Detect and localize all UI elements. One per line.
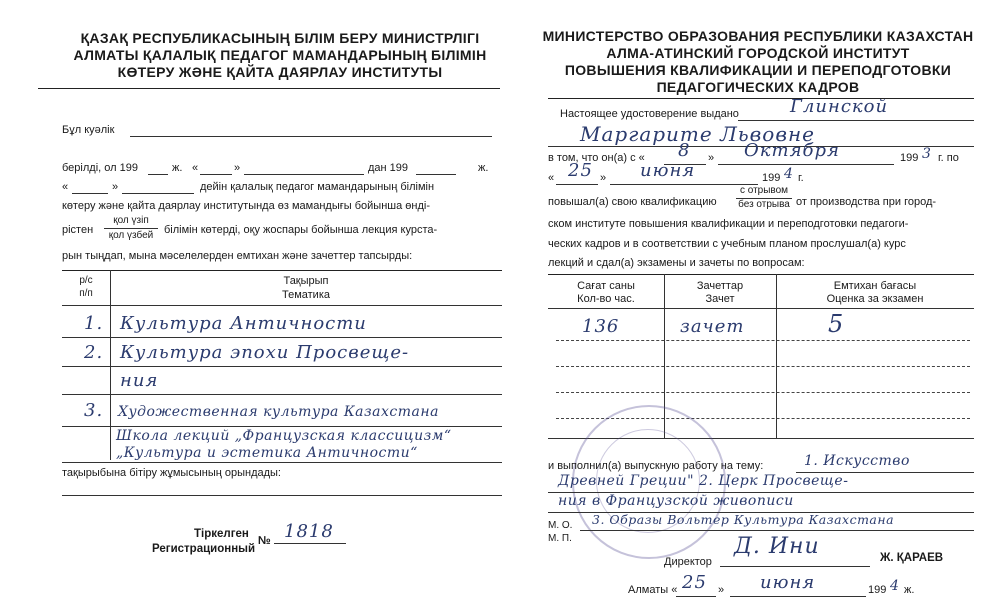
thesis-line-2: Древней Греции" 2. Церк Просвеще- bbox=[558, 473, 849, 489]
blank-month-2 bbox=[122, 193, 194, 194]
blank-year-1 bbox=[148, 174, 168, 175]
zachet-value: зачет bbox=[680, 316, 745, 337]
frac-bot-left: қол үзбей bbox=[108, 230, 154, 241]
right-row-rule-2 bbox=[556, 366, 970, 367]
body-line-1: дейін қалалық педагог мамандарының білімін bbox=[200, 181, 435, 193]
right-row-rule-3 bbox=[556, 392, 970, 393]
end-year-digit: 4 bbox=[784, 166, 794, 182]
grade-value: 5 bbox=[828, 310, 845, 338]
end-year-prefix: 199 bbox=[762, 172, 781, 184]
end-quote-open: « bbox=[548, 172, 555, 184]
frac-top-left: қол үзіп bbox=[113, 215, 149, 226]
row-3-topic: ния bbox=[120, 370, 159, 391]
raised-label: повышал(а) свою квалификацию bbox=[548, 196, 717, 208]
place-label: Алматы « bbox=[628, 584, 678, 596]
recipient-given-name: Маргарите Львовне bbox=[580, 122, 815, 146]
row-1-topic: Культура Античности bbox=[120, 313, 367, 334]
right-header bbox=[538, 28, 978, 96]
body-line-4: рын тыңдап, мына мәселелерден емтихан және зачеттер тапсырды: bbox=[62, 250, 413, 262]
signature-line bbox=[720, 566, 870, 567]
diploma-blank bbox=[62, 495, 502, 496]
left-header-line-3: КӨТЕРУ ЖӘНЕ ҚАЙТА ДАЯРЛАУ ИНСТИТУТЫ bbox=[117, 64, 443, 80]
blank-start-month bbox=[718, 164, 894, 165]
left-header bbox=[40, 30, 520, 81]
frac-bot-right: без отрыва bbox=[738, 199, 790, 210]
row-rule-1 bbox=[62, 337, 502, 338]
col-num-head-b: п/п bbox=[79, 288, 93, 299]
from-production: от производства при город- bbox=[796, 196, 937, 208]
end-day: 25 bbox=[568, 160, 593, 181]
issue-day: 25 bbox=[682, 572, 707, 593]
row-rule-2 bbox=[62, 366, 502, 367]
blank-issue-day bbox=[676, 596, 716, 597]
start-year-suffix: г. по bbox=[938, 152, 959, 164]
row-rule-3 bbox=[62, 394, 502, 395]
reg-no-sign: № bbox=[258, 535, 271, 547]
end-quote-close: » bbox=[600, 172, 607, 184]
issue-year-prefix: 199 bbox=[868, 584, 887, 596]
right-body-2: ском институте повышения квалификации и переподготовки педагоги- bbox=[548, 218, 909, 230]
reg-number: 1818 bbox=[284, 521, 334, 542]
left-header-rule bbox=[38, 88, 500, 89]
extra-line-1: Школа лекций „Французская классицизм“ bbox=[116, 428, 452, 444]
issue-year-digit: 4 bbox=[890, 578, 900, 594]
label-dan: дан 199 bbox=[368, 162, 409, 174]
right-header-line-4: ПЕДАГОГИЧЕСКИХ КАДРОВ bbox=[656, 79, 860, 95]
mp-label: М. П. bbox=[548, 533, 572, 544]
quote-open-2: « bbox=[62, 181, 69, 193]
label-buk: Бұл куәлік bbox=[62, 124, 115, 136]
label-zh-1: ж. bbox=[172, 162, 183, 174]
blank-month-1 bbox=[244, 174, 364, 175]
frac-rule-left bbox=[104, 228, 158, 229]
start-day: 8 bbox=[678, 140, 691, 161]
row-1-num: 1. bbox=[84, 313, 104, 334]
thesis-blank-4 bbox=[580, 530, 974, 531]
body-line-2: көтеру және қайта даярлау институтында өз мамандығы бойынша өндi- bbox=[62, 200, 430, 212]
label-zh-2: ж. bbox=[478, 162, 489, 174]
hours-head-a: Сағат саны bbox=[577, 280, 635, 292]
blank-end-day bbox=[556, 184, 598, 185]
hours-head-b: Кол-во час. bbox=[577, 293, 635, 305]
reg-label-kz: Тіркелген bbox=[194, 528, 249, 540]
director-signature: Д. Ини bbox=[734, 534, 820, 559]
frac-top-right: с отрывом bbox=[739, 185, 789, 196]
quote-close-1: » bbox=[234, 162, 241, 174]
end-month: июня bbox=[640, 160, 696, 181]
blank-year-2 bbox=[416, 174, 456, 175]
left-header-line-2: АЛМАТЫ ҚАЛАЛЫҚ ПЕДАГОГ МАМАНДАРЫНЫҢ БІЛІМІН bbox=[73, 47, 487, 63]
right-table-top bbox=[548, 274, 974, 275]
blank-day-2 bbox=[72, 193, 108, 194]
col-num-head-a: р/с bbox=[79, 275, 93, 286]
row-rule-4 bbox=[62, 426, 502, 427]
col-topic-head-b: Тематика bbox=[281, 289, 330, 301]
thesis-label: и выполнил(а) выпускную работу на тему: bbox=[548, 460, 764, 472]
body-line-3a: рістен bbox=[62, 224, 94, 236]
body-line-3b: білімін көтерді, оқу жоспары бойынша лекция курста- bbox=[164, 224, 438, 236]
row-2-topic: Культура эпохи Просвеще- bbox=[120, 342, 410, 363]
start-quote-close: » bbox=[708, 152, 715, 164]
thesis-line-4: 3. Образы Вольтер Культура Казахстана bbox=[592, 512, 895, 527]
recipient-surname: Глинской bbox=[790, 96, 889, 117]
issue-quote-close: » bbox=[718, 584, 725, 596]
row-4-num: 3. bbox=[84, 400, 104, 421]
right-body-3: ческих кадров и в соответствии с учебным планом прослушал(а) курс bbox=[548, 238, 906, 250]
right-header-line-1: МИНИСТЕРСТВО ОБРАЗОВАНИЯ РЕСПУБЛИКИ КАЗАХСТАН bbox=[542, 28, 974, 44]
grade-head-b: Оценка за экзамен bbox=[826, 293, 924, 305]
issue-month: июня bbox=[760, 572, 816, 593]
grade-head-a: Емтихан бағасы bbox=[833, 280, 917, 292]
label-in-that: в том, что он(а) с « bbox=[548, 152, 645, 164]
issue-year-suffix: ж. bbox=[904, 584, 915, 596]
start-month: Октября bbox=[744, 140, 840, 161]
left-header-line-1: ҚАЗАҚ РЕСПУБЛИКАСЫНЫҢ БІЛІМ БЕРУ МИНИСТРЛІГІ bbox=[80, 30, 480, 46]
quote-open-1: « bbox=[192, 162, 199, 174]
blank-issue-month bbox=[730, 596, 866, 597]
right-header-line-2: АЛМА-АТИНСКИЙ ГОРОДСКОЙ ИНСТИТУТ bbox=[606, 45, 910, 61]
row-2-num: 2. bbox=[84, 342, 104, 363]
right-header-rule bbox=[548, 98, 974, 99]
row-4-topic: Художественная культура Казахстана bbox=[118, 404, 439, 420]
start-year-prefix: 199 bbox=[900, 152, 919, 164]
right-header-line-3: ПОВЫШЕНИЯ КВАЛИФИКАЦИИ И ПЕРЕПОДГОТОВКИ bbox=[564, 62, 952, 78]
director-label: Директор bbox=[664, 556, 712, 568]
director-name: Ж. ҚАРАЕВ bbox=[880, 552, 944, 564]
label-berildi: берілді, ол 199 bbox=[62, 162, 138, 174]
quote-close-2: » bbox=[112, 181, 119, 193]
col-topic-head-a: Тақырып bbox=[283, 275, 329, 287]
right-body-4: лекций и сдал(а) экзамены и зачеты по вопросам: bbox=[548, 257, 805, 269]
zachet-head-b: Зачет bbox=[705, 293, 735, 305]
blank-day-1 bbox=[200, 174, 232, 175]
mo-label: М. О. bbox=[548, 520, 573, 531]
extra-line-2: „Культура и эстетика Античности“ bbox=[116, 445, 418, 461]
left-table-top bbox=[62, 270, 502, 271]
hours-value: 136 bbox=[582, 316, 620, 337]
blank-name-left bbox=[130, 136, 492, 137]
left-table-header-rule bbox=[62, 305, 502, 306]
row-rule-5 bbox=[62, 462, 502, 463]
right-row-rule-1 bbox=[556, 340, 970, 341]
start-year-digit: 3 bbox=[922, 146, 932, 162]
thesis-line-1: 1. Искусство bbox=[804, 453, 910, 469]
reg-blank bbox=[274, 543, 346, 544]
blank-surname bbox=[738, 120, 974, 121]
thesis-line-3: ния в Французской живописи bbox=[558, 493, 794, 509]
issued-label: Настоящее удостоверение выдано bbox=[560, 108, 739, 120]
right-table-header-rule bbox=[548, 308, 974, 309]
zachet-head-a: Зачеттар bbox=[696, 280, 744, 292]
end-year-suffix: г. bbox=[798, 172, 804, 184]
diploma-label: тақырыбына бітіру жұмысының орындады: bbox=[62, 467, 281, 479]
reg-label-ru: Регистрационный bbox=[152, 543, 256, 555]
